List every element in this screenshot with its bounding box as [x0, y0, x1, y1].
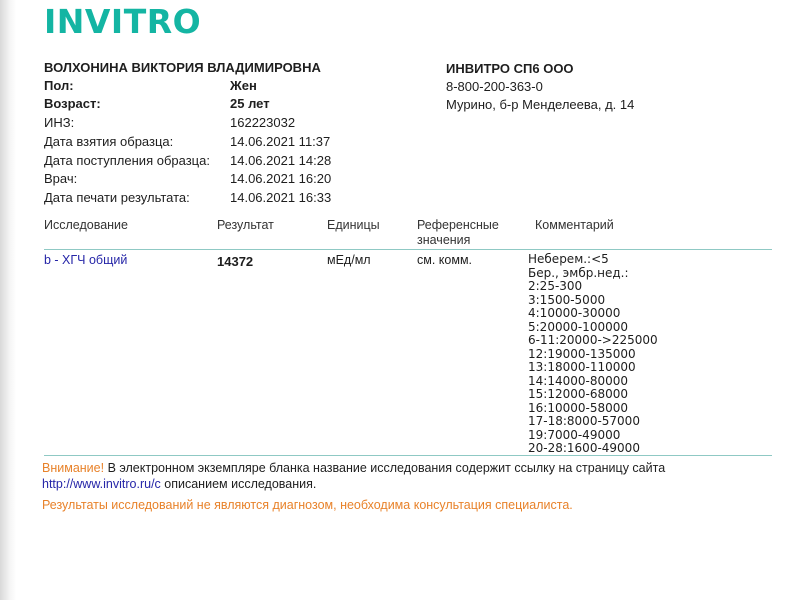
field-value: Жен	[230, 78, 257, 93]
comment-line: 4:10000-30000	[528, 306, 621, 320]
table-divider-bottom	[44, 455, 772, 456]
comment-line: Неберем.:<5	[528, 252, 609, 266]
header-test: Исследование	[44, 218, 128, 232]
patient-field-sex	[44, 77, 444, 95]
invitro-site-link[interactable]: http://www.invitro.ru/c	[42, 477, 161, 491]
patient-field-print-date	[44, 189, 444, 207]
test-units: мЕд/мл	[327, 253, 371, 267]
comment-line: 20-28:1600-49000	[528, 441, 640, 455]
lab-info	[446, 60, 634, 114]
field-label: ИНЗ:	[44, 115, 75, 130]
header-reference: Референсные значения	[417, 218, 499, 247]
warning-label: Внимание!	[42, 461, 105, 475]
field-value: 14.06.2021 14:28	[230, 153, 332, 168]
field-value: 25 лет	[230, 96, 270, 111]
comment-line: Бер., эмбр.нед.:	[528, 265, 629, 280]
lab-phone: 8-800-200-363-0	[446, 79, 543, 94]
table-divider-top	[44, 249, 772, 250]
test-comment	[528, 253, 658, 456]
field-label: Пол:	[44, 78, 74, 93]
field-value: 14.06.2021 16:33	[230, 190, 332, 205]
patient-field-received-date	[44, 152, 444, 170]
test-reference: см. комм.	[417, 253, 473, 267]
patient-field-age	[44, 95, 444, 113]
comment-line: 12:19000-135000	[528, 346, 636, 361]
table-row	[44, 253, 772, 453]
test-name-link[interactable]: b - ХГЧ общий	[44, 253, 128, 267]
field-value: 14.06.2021 16:20	[230, 171, 332, 186]
comment-line: 3:1500-5000	[528, 292, 606, 307]
patient-field-inz	[44, 114, 444, 132]
patient-field-doctor	[44, 170, 444, 188]
comment-line: 14:14000-80000	[528, 373, 628, 388]
comment-line: 2:25-300	[528, 279, 583, 293]
comment-line: 17-18:8000-57000	[528, 414, 640, 428]
invitro-logo: INVITRO	[44, 2, 202, 41]
test-result: 14372	[217, 254, 254, 269]
notice-link-suffix: описанием исследования.	[164, 477, 317, 491]
header-result: Результат	[217, 218, 274, 232]
comment-line: 5:20000-100000	[528, 319, 628, 334]
patient-name: ВОЛХОНИНА ВИКТОРИЯ ВЛАДИМИРОВНА	[44, 60, 321, 75]
field-label: Врач:	[44, 171, 78, 186]
field-label: Возраст:	[44, 96, 101, 111]
comment-line: 16:10000-58000	[528, 400, 628, 415]
header-units: Единицы	[327, 218, 380, 232]
comment-line: 15:12000-68000	[528, 387, 628, 401]
header-comment: Комментарий	[535, 218, 614, 232]
field-label: Дата печати результата:	[44, 190, 190, 205]
lab-name: ИНВИТРО СП6 ООО	[446, 61, 574, 76]
field-label: Дата взятия образца:	[44, 134, 174, 149]
lab-address: Мурино, б-р Менделеева, д. 14	[446, 97, 635, 112]
field-label: Дата поступления образца:	[44, 153, 210, 168]
field-value: 162223032	[230, 115, 296, 130]
notice-text: В электронном экземпляре бланка название исследования содержит ссылку на страницу сайта	[107, 461, 666, 475]
page-edge-shadow	[0, 0, 16, 600]
comment-line: 19:7000-49000	[528, 427, 621, 442]
disclaimer: Результаты исследований не являются диагнозом, необходима консультация специалиста.	[42, 498, 573, 512]
field-value: 14.06.2021 11:37	[230, 134, 331, 149]
comment-line: 13:18000-110000	[528, 360, 636, 374]
comment-line: 6-11:20000->225000	[528, 333, 658, 347]
notice-block	[42, 460, 762, 492]
patient-field-sample-date	[44, 133, 444, 151]
results-table-header	[44, 218, 772, 250]
